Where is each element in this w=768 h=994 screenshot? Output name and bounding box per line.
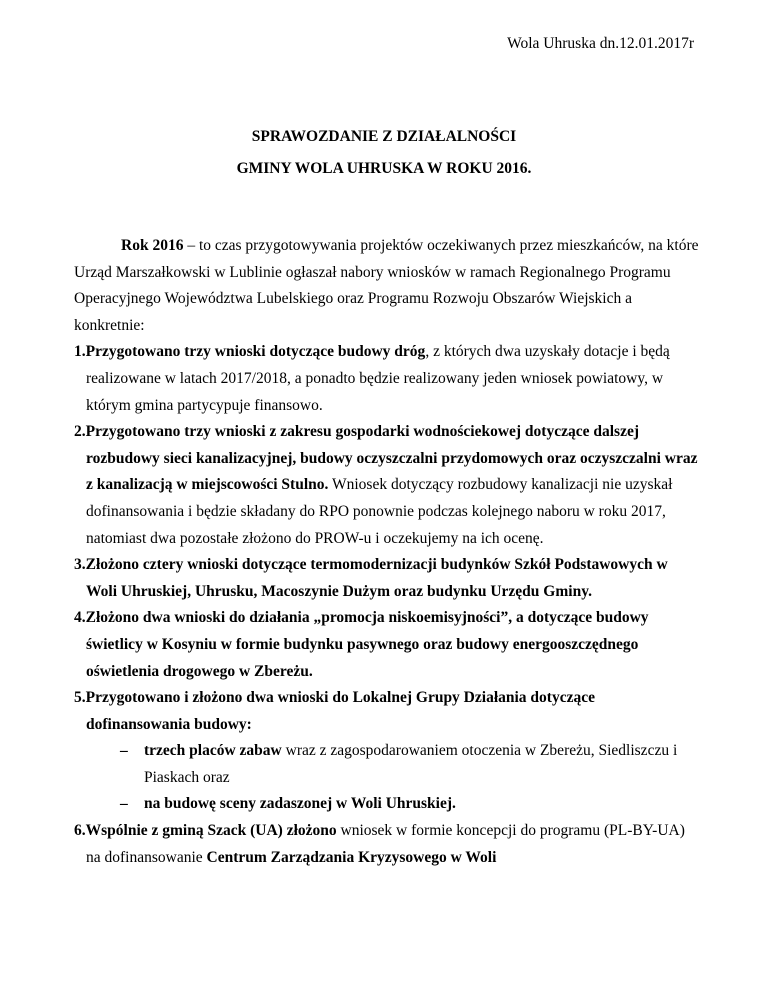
dash-bullet: – xyxy=(120,742,128,760)
list-number: 4. xyxy=(74,609,86,627)
list-item-bold-2: Centrum Zarządzania Kryzysowego w Woli xyxy=(206,848,497,866)
list-item-bold: Złożono dwa wnioski do działania „promocja niskoemisyjności”, a dotyczące budowy świetlicy w Kosyniu w formie budynku pasywnego oraz budowy energooszczędnego oświetlenia drogowego w Zbereżu. xyxy=(85,609,649,680)
list-item-3 xyxy=(74,552,702,605)
document-date: Wola Uhruska dn.12.01.2017r xyxy=(507,35,694,52)
intro-text: – to czas przygotowywania projektów oczekiwanych przez mieszkańców, na które Urząd Marszałkowski w Lublinie ogłaszał nabory wniosków w ramach Regionalnego Programu Operacyjnego Województwa Lubelskiego oraz Programu Rozwoju Obszarów Wiejskich a konkretnie: xyxy=(74,237,699,334)
list-number: 2. xyxy=(74,423,86,441)
intro-paragraph xyxy=(74,233,702,339)
list-item-bold: Przygotowano i złożono dwa wnioski do Lokalnej Grupy Działania dotyczące dofinansowania budowy: xyxy=(85,689,595,733)
list-item-1 xyxy=(74,339,702,419)
list-item-bold: Wspólnie z gminą Szack (UA) złożono xyxy=(85,822,337,840)
sub-item-bold: na budowę sceny zadaszonej w Woli Uhruskiej. xyxy=(144,795,456,813)
list-number: 6. xyxy=(74,822,86,840)
list-item-4 xyxy=(74,605,702,685)
sub-item-bold: trzech placów zabaw xyxy=(144,742,282,760)
document-body xyxy=(74,233,702,871)
dash-bullet: – xyxy=(120,795,128,813)
intro-year: Rok 2016 xyxy=(121,237,184,254)
list-item-bold: Złożono cztery wnioski dotyczące termomodernizacji budynków Szkół Podstawowych w Woli Uhruskiej, Uhrusku, Macoszynie Dużym oraz budynku Urzędu Gminy. xyxy=(85,556,668,600)
list-item-6 xyxy=(74,818,702,871)
list-item-text: wniosek w formie koncepcji do programu (PL-BY-UA) na dofinansowanie xyxy=(86,822,685,866)
sub-item-1 xyxy=(74,738,702,791)
sub-item-text: wraz z zagospodarowaniem otoczenia w Zbereżu, Siedliszczu i Piaskach oraz xyxy=(144,742,678,786)
list-number: 3. xyxy=(74,556,86,574)
list-item-bold: Przygotowano trzy wnioski z zakresu gospodarki wodnościekowej dotyczące dalszej rozbudowy sieci kanalizacyjnej, budowy oczyszczalni przydomowych oraz oczyszczalni wraz z kanalizacją w miejscowości Stulno. xyxy=(85,423,698,494)
title-line-1: SPRAWOZDANIE Z DZIAŁALNOŚCI xyxy=(251,128,517,145)
list-item-text: , z których dwa uzyskały dotacje i będą realizowane w latach 2017/2018, a ponadto będzie realizowany jeden wniosek powiatowy, w którym gmina partycypuje finansowo. xyxy=(86,343,670,414)
sub-item-2 xyxy=(74,791,702,818)
list-item-5 xyxy=(74,685,702,738)
list-item-bold: Przygotowano trzy wnioski dotyczące budowy dróg xyxy=(85,343,426,361)
title-line-2: GMINY WOLA UHRUSKA W ROKU 2016. xyxy=(236,160,532,177)
list-number: 1. xyxy=(74,343,86,361)
list-item-2 xyxy=(74,419,702,552)
list-number: 5. xyxy=(74,689,86,707)
list-item-text: Wniosek dotyczący rozbudowy kanalizacji nie uzyskał dofinansowania i będzie składany do RPO ponownie podczas kolejnego naboru w roku 2017, natomiast dwa pozostałe złożono do PROW-u i oczekujemy na ich ocenę. xyxy=(86,476,673,547)
